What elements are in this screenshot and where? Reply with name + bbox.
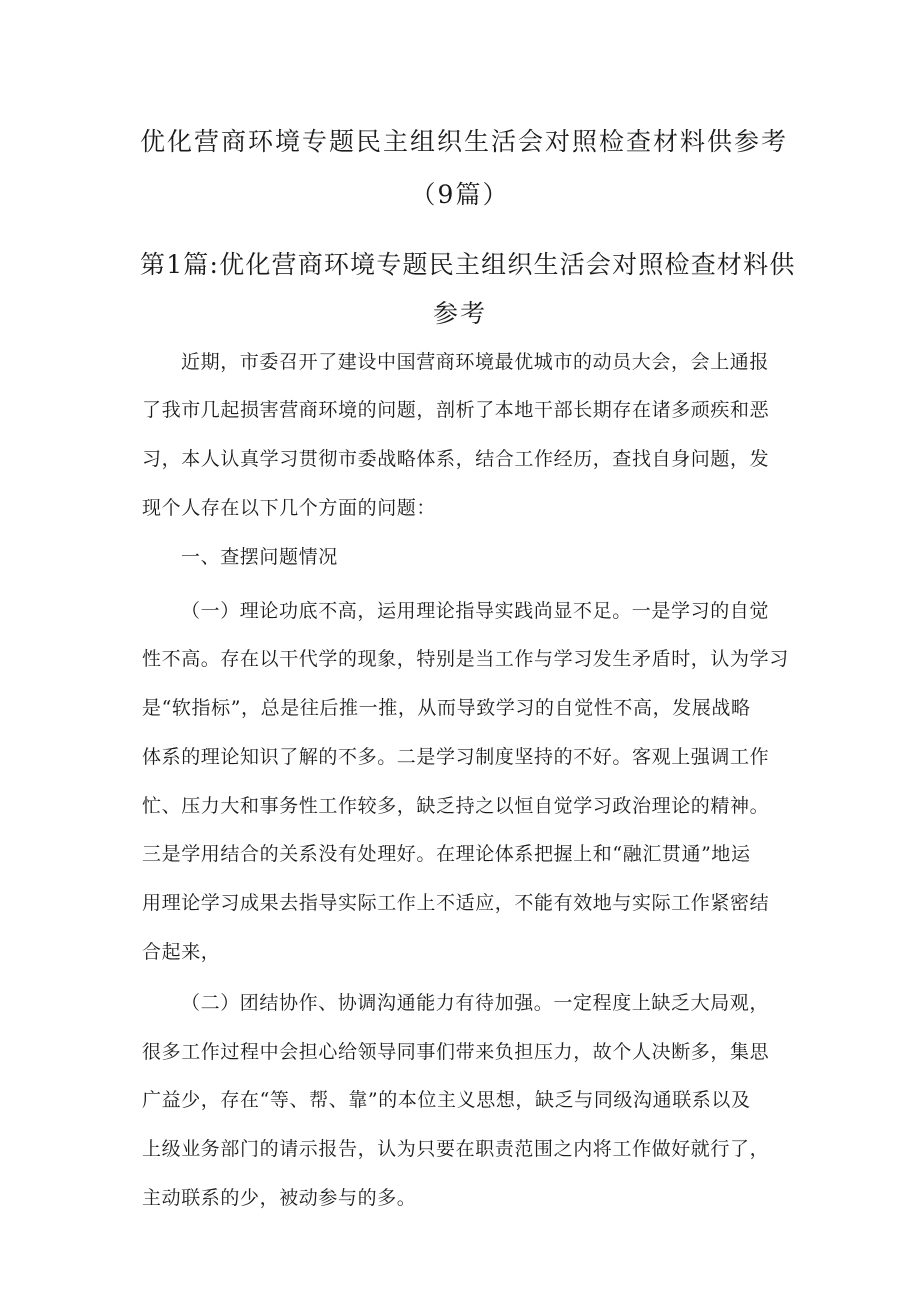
document-title-line-1: 优化营商环境专题民主组织生活会对照检查材料供参考 xyxy=(140,127,789,156)
section-heading-line-1: 第1篇:优化营商环境专题民主组织生活会对照检查材料供 xyxy=(140,250,796,279)
paragraph-line: 主动联系的少，被动参与的多。 xyxy=(142,1187,417,1209)
paragraph-line: 很多工作过程中会担心给领导同事们带来负担压力，故个人决断多，集思 xyxy=(142,1041,770,1063)
paragraph-line: 用理论学习成果去指导实际工作上不适应，不能有效地与实际工作紧密结 xyxy=(142,892,770,914)
paragraph-line: 习，本人认真学习贯彻市委战略体系，结合工作经历，查找自身问题，发 xyxy=(142,448,770,470)
paragraph-line: （一）理论功底不高，运用理论指导实践尚显不足。一是学习的自觉 xyxy=(181,600,770,622)
paragraph-line: 上级业务部门的请示报告，认为只要在职责范围之内将工作做好就行了， xyxy=(142,1138,770,1160)
section-heading-line-2: 参考 xyxy=(432,299,487,328)
paragraph-line: 广益少，存在“等、帮、靠”的本位主义思想，缺乏与同级沟通联系以及 xyxy=(142,1089,751,1111)
paragraph-line: 性不高。存在以干代学的现象，特别是当工作与学习发生矛盾时，认为学习 xyxy=(142,648,789,670)
paragraph-line: 近期，市委召开了建设中国营商环境最优城市的动员大会，会上通报 xyxy=(181,351,770,373)
paragraph-line: 合起来， xyxy=(142,941,221,963)
document-title-line-2: （9篇） xyxy=(410,180,510,209)
paragraph-line: 忙、压力大和事务性工作较多，缺乏持之以恒自觉学习政治理论的精神。 xyxy=(142,795,770,817)
paragraph-line: 了我市几起损害营商环境的问题，剖析了本地干部长期存在诸多顽疾和恶 xyxy=(142,399,770,421)
paragraph-line: 体系的理论知识了解的不多。二是学习制度坚持的不好。客观上强调工作 xyxy=(142,746,770,768)
paragraph-line: 是“软指标”，总是往后推一推，从而导致学习的自觉性不高，发展战略 xyxy=(142,697,751,719)
paragraph-line: 三是学用结合的关系没有处理好。在理论体系把握上和“融汇贯通”地运 xyxy=(142,843,751,865)
paragraph-line: 现个人存在以下几个方面的问题： xyxy=(142,497,437,519)
paragraph-line: 一、查摆问题情况 xyxy=(181,546,338,568)
paragraph-line: （二）团结协作、协调沟通能力有待加强。一定程度上缺乏大局观， xyxy=(181,992,770,1014)
